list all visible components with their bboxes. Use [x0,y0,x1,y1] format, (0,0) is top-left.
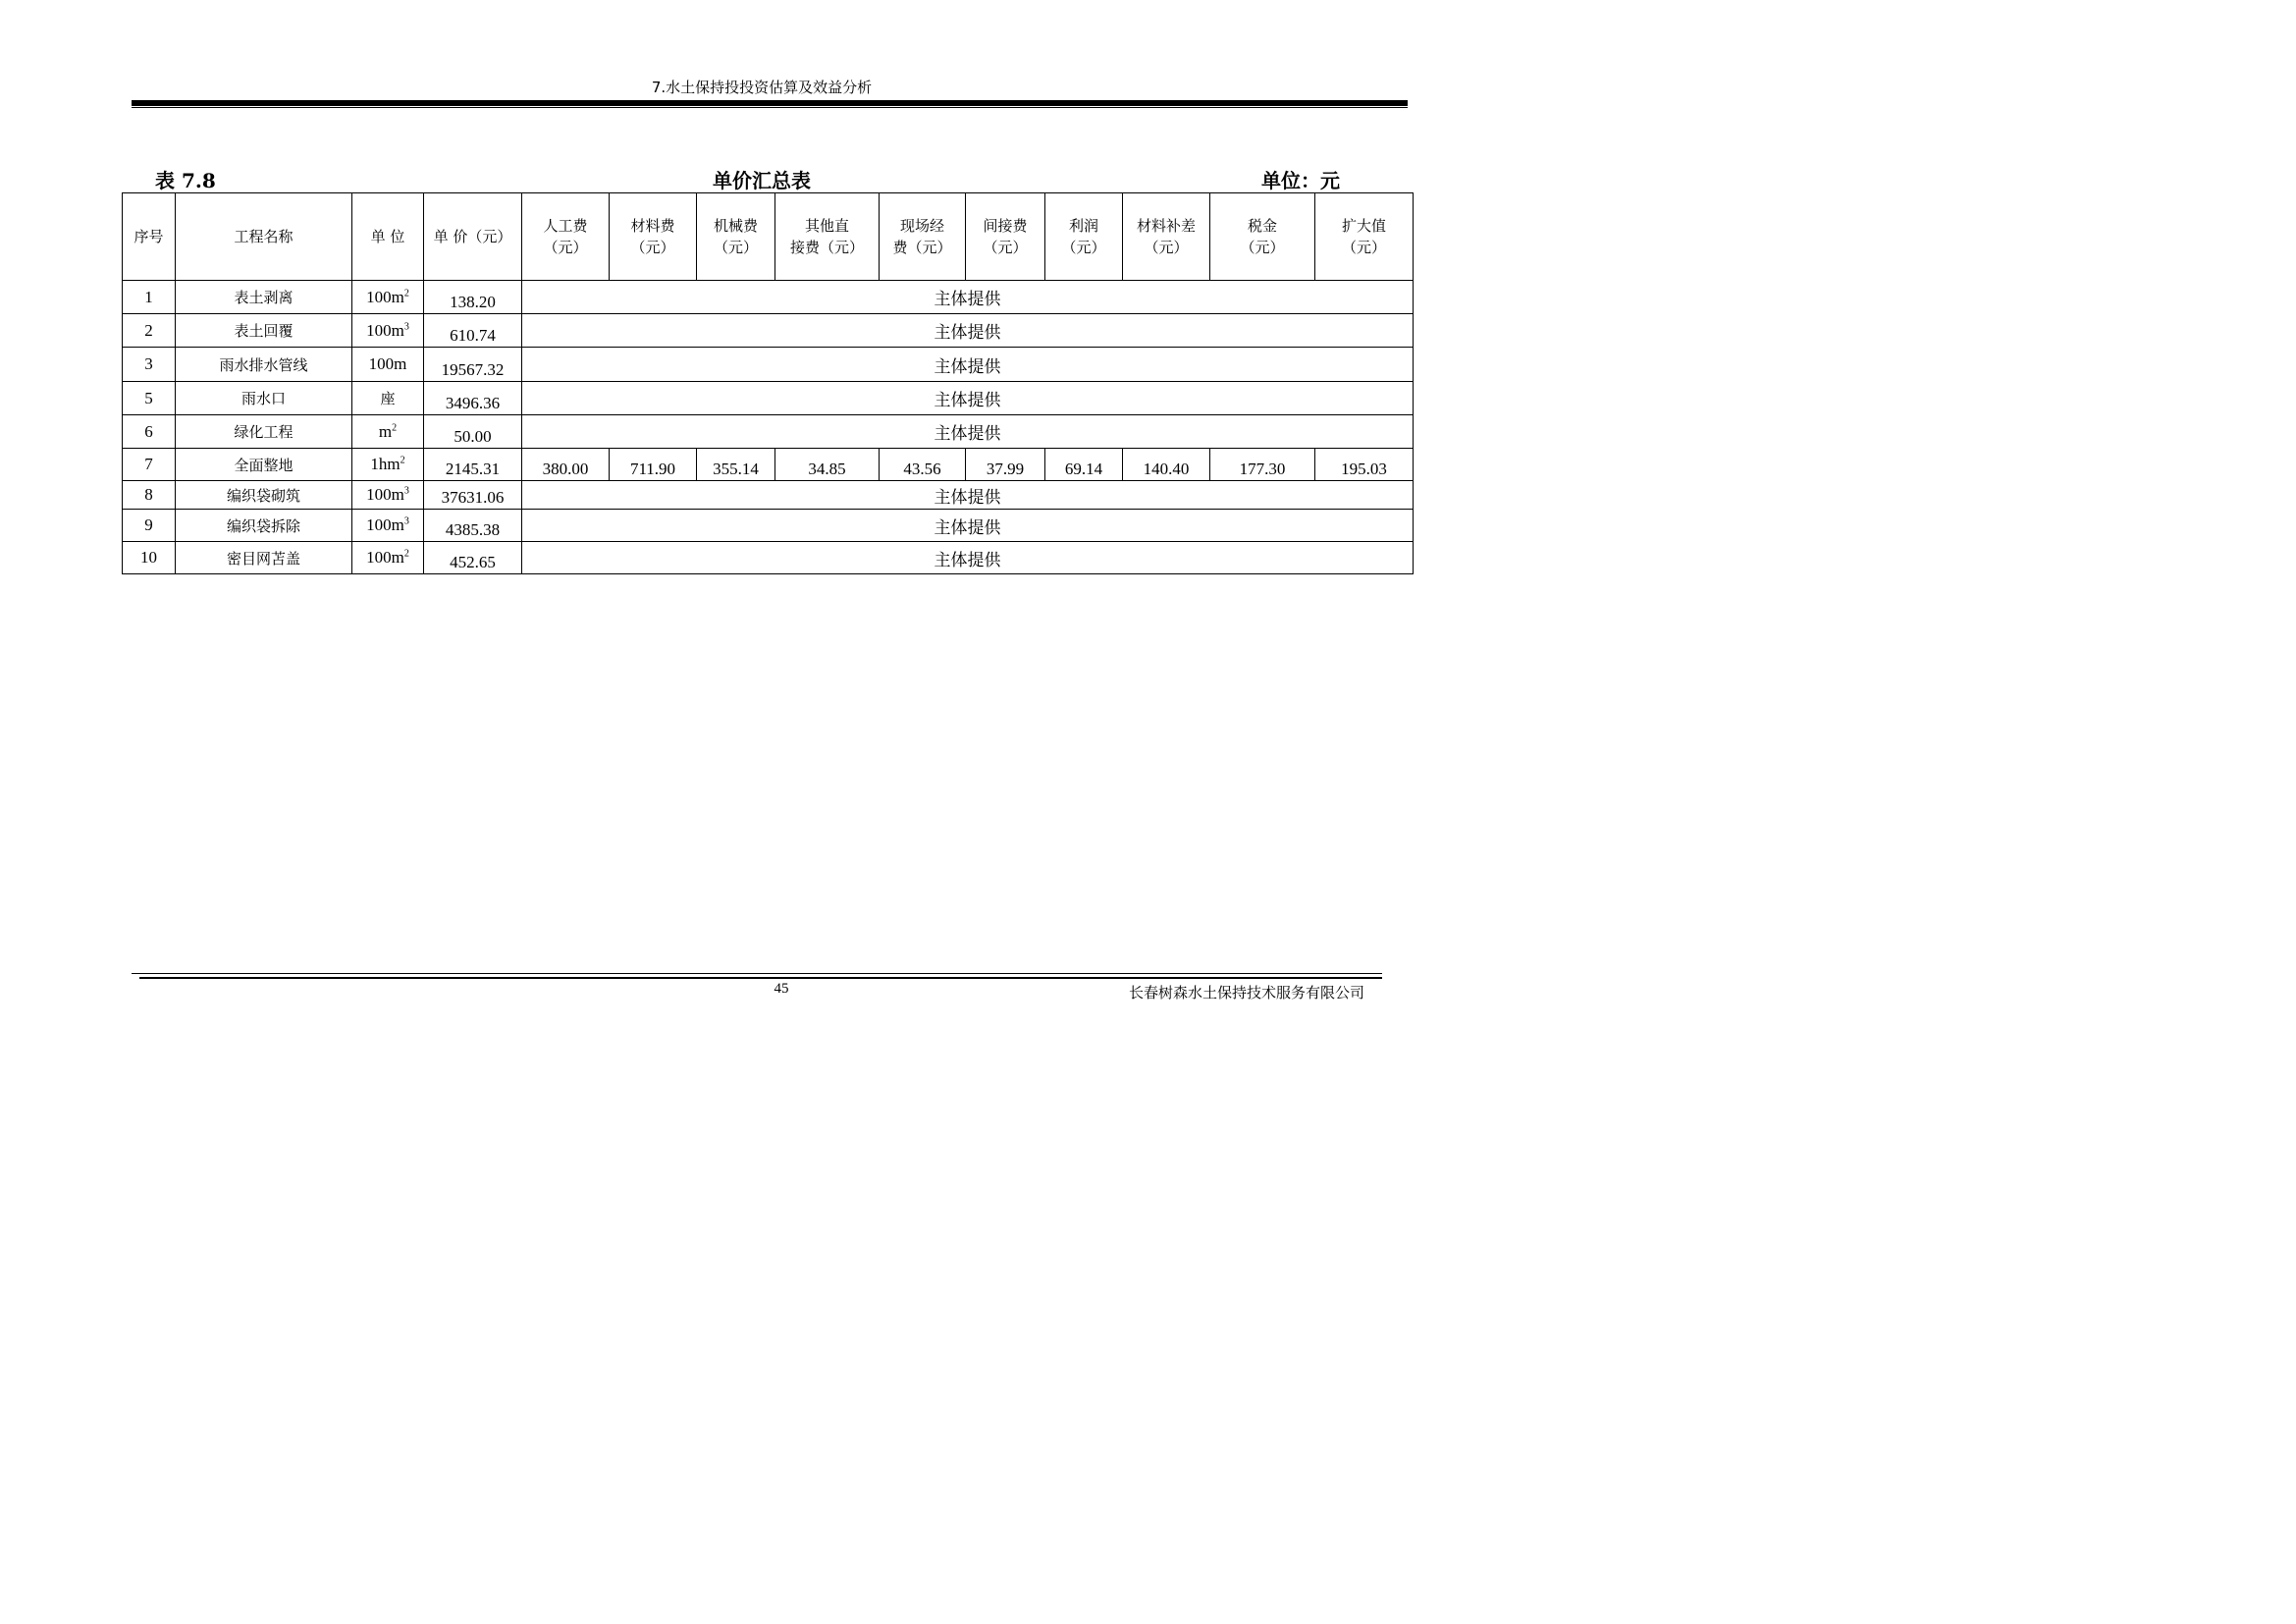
unit-price-cell: 19567.32 [424,348,522,382]
page-number: 45 [774,981,789,997]
cost-cell: 355.14 [697,449,775,481]
unit-text: 1hm [370,455,400,473]
unit-superscript: 3 [403,320,409,332]
table-row [123,348,1414,382]
unit-text: 100m [366,320,404,340]
unit-text: 100m [366,485,404,504]
unit-price-summary-table [122,192,1414,574]
row-number-cell: 8 [123,481,176,510]
unit-cell [352,449,424,481]
column-header-line: 利润 [1068,217,1098,235]
column-header-line: 税金 [1247,217,1277,235]
column-header [1315,193,1414,281]
provided-note-cell: 主体提供 [522,542,1414,574]
column-header [610,193,697,281]
project-name-cell: 表土回覆 [176,314,352,348]
unit-price-cell: 3496.36 [424,382,522,415]
provided-note-cell: 主体提供 [522,281,1414,314]
column-header-line: （元） [1144,239,1189,256]
unit-cell [352,314,424,348]
column-header-line: 接费（元） [789,239,864,256]
unit-cell [352,481,424,510]
header-rule-thin [132,107,1408,108]
unit-price-cell: 2145.31 [424,449,522,481]
column-header-line: （元） [1061,239,1106,256]
project-name-cell: 表土剥离 [176,281,352,314]
cost-cell: 195.03 [1315,449,1414,481]
unit-cell [352,348,424,382]
row-number-cell: 6 [123,415,176,449]
column-header-line: （元） [713,239,758,256]
cost-cell: 711.90 [610,449,697,481]
column-header-line: （元） [983,239,1028,256]
column-header-line: 费（元） [892,239,952,256]
provided-note-cell: 主体提供 [522,382,1414,415]
column-header-line: （元） [1341,239,1386,256]
column-header-line: （元） [1240,239,1285,256]
table-row [123,481,1414,510]
unit-text: 座 [380,390,396,407]
running-header-title: 7.水土保持投投资估算及效益分析 [651,79,873,96]
row-number-cell: 1 [123,281,176,314]
row-number-cell: 5 [123,382,176,415]
column-header-line: 机械费 [713,217,758,235]
unit-price-cell: 138.20 [424,281,522,314]
unit-cell [352,382,424,415]
column-header-line: 其他直 [804,217,849,235]
column-header-line: 现场经 [899,217,944,235]
unit-price-cell: 50.00 [424,415,522,449]
unit-cell [352,510,424,542]
unit-price-cell: 452.65 [424,542,522,574]
column-header-line: 序号 [133,228,164,245]
company-name: 长春树森水土保持技术服务有限公司 [1128,984,1364,1001]
column-header-line: 工程名称 [234,228,294,245]
footer-rule-thick [139,977,1382,979]
column-header [1210,193,1315,281]
unit-superscript: 3 [403,485,409,497]
row-number-cell: 10 [123,542,176,574]
column-header-line: 间接费 [983,217,1028,235]
unit-text: 100m [366,515,404,534]
unit-text: 100m [366,287,404,306]
cost-cell: 177.30 [1210,449,1315,481]
project-name-cell: 绿化工程 [176,415,352,449]
unit-price-cell: 4385.38 [424,510,522,542]
unit-superscript: 2 [400,455,405,466]
project-name-cell: 雨水排水管线 [176,348,352,382]
row-number-cell: 2 [123,314,176,348]
column-header-line: 材料费 [630,217,675,235]
unit-cell [352,542,424,574]
provided-note-cell: 主体提供 [522,314,1414,348]
unit-price-cell: 37631.06 [424,481,522,510]
unit-text: 100m [366,548,404,567]
column-header [352,193,424,281]
unit-superscript: 2 [403,287,409,298]
column-header [424,193,522,281]
cost-cell: 43.56 [880,449,966,481]
unit-superscript: 3 [403,515,409,527]
column-header-line: 人工费 [543,217,588,235]
column-header-line: （元） [543,239,588,256]
column-header-line: 材料补差 [1136,217,1196,235]
table-row [123,314,1414,348]
table-row [123,281,1414,314]
provided-note-cell: 主体提供 [522,481,1414,510]
table-row [123,449,1414,481]
cost-cell: 69.14 [1045,449,1123,481]
cost-cell: 140.40 [1123,449,1210,481]
unit-text: 100m [368,354,407,373]
project-name-cell: 全面整地 [176,449,352,481]
unit-superscript: 2 [403,548,409,560]
project-name-cell: 密目网苫盖 [176,542,352,574]
row-number-cell: 9 [123,510,176,542]
unit-cell [352,281,424,314]
column-header [880,193,966,281]
unit-text: m [378,421,393,441]
footer-rule-thin [132,973,1382,974]
column-header [775,193,880,281]
column-header-line: （元） [630,239,675,256]
cost-cell: 37.99 [966,449,1045,481]
column-header [522,193,610,281]
column-header [1123,193,1210,281]
column-header [1045,193,1123,281]
project-name-cell: 编织袋砌筑 [176,481,352,510]
table-title: 单价汇总表 [713,169,811,192]
project-name-cell: 编织袋拆除 [176,510,352,542]
unit-price-cell: 610.74 [424,314,522,348]
table-row [123,382,1414,415]
header-rule-thick [132,100,1408,106]
table-row [123,510,1414,542]
column-header-line: 扩大值 [1341,217,1386,235]
column-header [176,193,352,281]
provided-note-cell: 主体提供 [522,415,1414,449]
column-header-line: 单 位 [370,228,405,245]
table-row [123,415,1414,449]
provided-note-cell: 主体提供 [522,510,1414,542]
cost-cell: 380.00 [522,449,610,481]
column-header [697,193,775,281]
table-unit: 单位：元 [1261,169,1340,192]
column-header [966,193,1045,281]
provided-note-cell: 主体提供 [522,348,1414,382]
column-header-line: 单 价（元） [433,228,512,245]
cost-cell: 34.85 [775,449,880,481]
table-header-row [123,193,1414,281]
row-number-cell: 3 [123,348,176,382]
table-row [123,542,1414,574]
project-name-cell: 雨水口 [176,382,352,415]
unit-superscript: 2 [392,421,398,433]
column-header [123,193,176,281]
row-number-cell: 7 [123,449,176,481]
table-number: 表 7.8 [155,169,216,192]
unit-cell [352,415,424,449]
